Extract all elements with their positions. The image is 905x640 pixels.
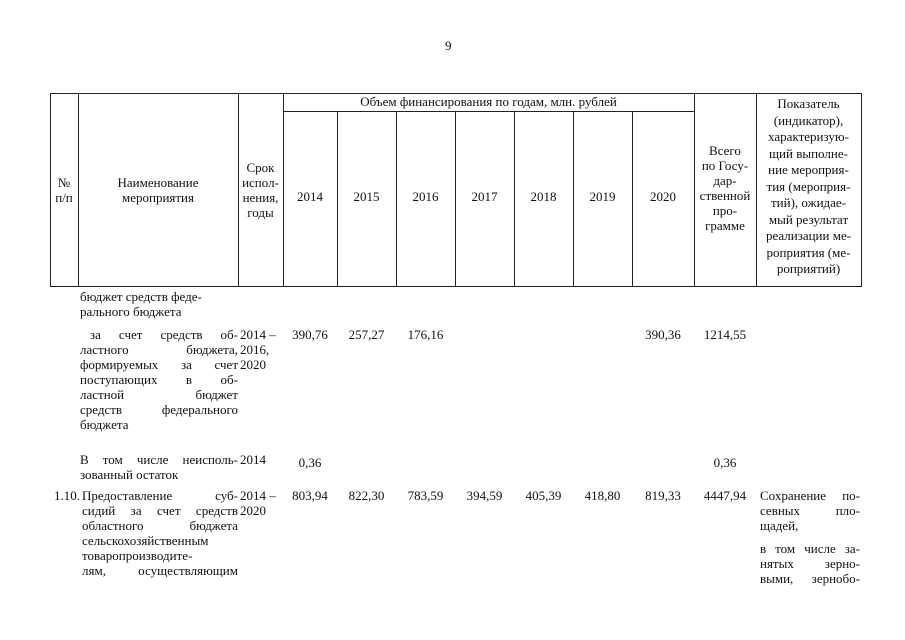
header-term: Срок испол- нения, годы xyxy=(242,160,279,220)
header-year-2014: 2014 xyxy=(297,189,323,204)
row-1-2014: 390,76 xyxy=(292,327,328,342)
page-number: 9 xyxy=(445,38,452,53)
row-1-2015: 257,27 xyxy=(348,327,385,342)
header-year-2018: 2018 xyxy=(530,189,557,204)
row-3-indicator: Сохранение по- севных пло- щадей, в том числе за- нятых зерно- выми, зернобо- xyxy=(760,488,860,586)
row-2-2014: 0,36 xyxy=(298,455,322,470)
row-3-2016: 783,59 xyxy=(407,488,444,503)
row-3-name: Предоставление суб- сидий за счет средств областного бюджета сельскохозяйственным товаропроизводите- лям, осуществляющим xyxy=(82,488,238,578)
header-total: Всего по Госу- дар- ственной про- грамме xyxy=(699,143,751,233)
row-1-term: 2014 – 2016, 2020 xyxy=(240,327,276,372)
header-year-2019: 2019 xyxy=(589,189,616,204)
row-1-total: 1214,55 xyxy=(703,327,747,342)
row-3-2015: 822,30 xyxy=(348,488,385,503)
row-3-2019: 418,80 xyxy=(584,488,621,503)
header-year-2015: 2015 xyxy=(353,189,380,204)
header-year-2017: 2017 xyxy=(471,189,498,204)
header-indicator: Показатель (индикатор), характеризую- щий выполне- ние мероприя- тия (мероприя- тий), ожидае- мый результат реализации ме- роприятия (ме- роприятий) xyxy=(765,96,852,276)
header-year-2016: 2016 xyxy=(412,189,439,204)
row-3-num: 1.10. xyxy=(54,488,80,503)
row-3-2014: 803,94 xyxy=(292,488,328,503)
row-2-name: В том числе неисполь- зованный остаток xyxy=(80,452,238,482)
row-2-term: 2014 xyxy=(240,452,266,467)
header-name: Наименование мероприятия xyxy=(117,175,199,205)
row-1-2016: 176,16 xyxy=(407,327,444,342)
header-year-2020: 2020 xyxy=(650,189,676,204)
row-1-2020: 390,36 xyxy=(645,327,681,342)
row-3-2018: 405,39 xyxy=(525,488,562,503)
row-3-2020: 819,33 xyxy=(645,488,681,503)
row-3-term: 2014 – 2020 xyxy=(240,488,276,518)
row-0-name: бюджет средств феде- рального бюджета xyxy=(80,289,202,319)
header-funding-title: Объем финансирования по годам, млн. рублей xyxy=(360,94,617,109)
row-3-2017: 394,59 xyxy=(466,488,503,503)
row-3-total: 4447,94 xyxy=(703,488,747,503)
header-num: № п/п xyxy=(55,175,73,205)
row-2-total: 0,36 xyxy=(713,455,737,470)
row-1-name: за счет средств об- ластного бюджета, формируемых за счет поступающих в об- ластной бюджет средств федерального бюджета xyxy=(80,327,238,432)
